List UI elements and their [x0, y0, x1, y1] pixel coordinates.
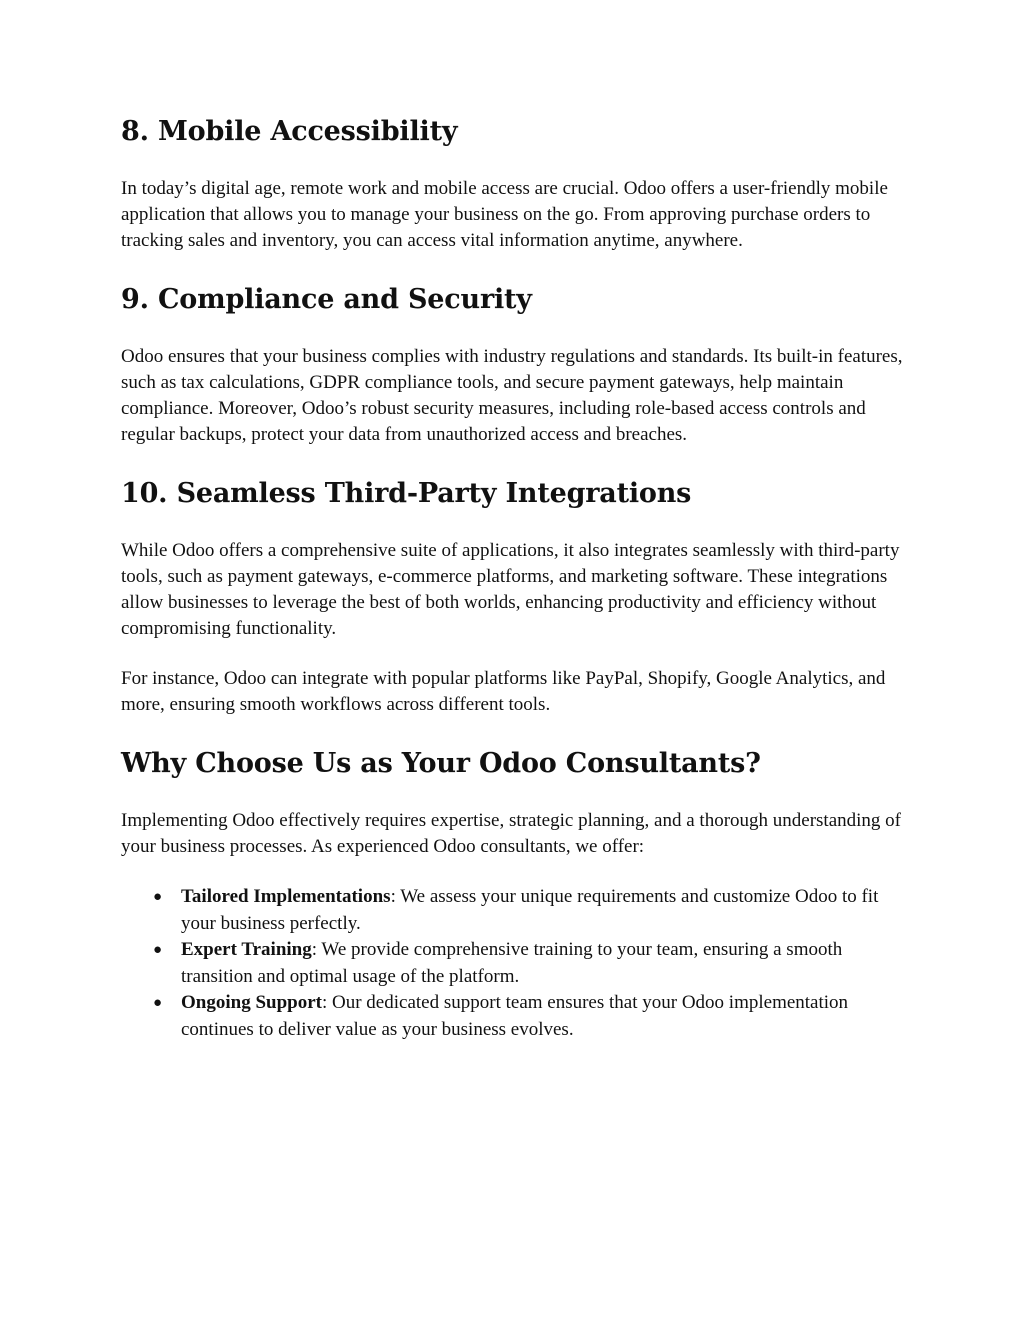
section-heading: 9. Compliance and Security	[121, 284, 532, 315]
bullet-icon: ●	[153, 889, 163, 905]
list-item	[153, 990, 911, 1043]
offer-term: Ongoing Support	[181, 992, 322, 1013]
offers-list	[121, 884, 911, 1043]
list-item	[153, 937, 911, 990]
offer-term: Expert Training	[181, 939, 312, 960]
offer-description: : Our dedicated support team ensures that your Odoo implementation continues to deliver value as your business evolves.	[181, 992, 849, 1040]
section-heading: 8. Mobile Accessibility	[121, 116, 458, 147]
section-paragraph: Implementing Odoo effectively requires expertise, strategic planning, and a thorough understanding of your business processes. As experienced Odoo consultants, we offer:	[121, 810, 902, 857]
document-page	[121, 112, 911, 1069]
section-why-choose-us	[121, 744, 911, 1043]
section-paragraph: In today’s digital age, remote work and mobile access are crucial. Odoo offers a user-friendly mobile application that allows you to manage your business on the go. From approving purchase orders to tracking sales and inventory, you can access vital information anytime, anywhere.	[121, 178, 888, 251]
offer-description: : We provide comprehensive training to your team, ensuring a smooth transition and optimal usage of the platform.	[181, 939, 843, 987]
section-paragraph: For instance, Odoo can integrate with popular platforms like PayPal, Shopify, Google Analytics, and more, ensuring smooth workflows across different tools.	[121, 668, 886, 715]
bullet-icon: ●	[153, 942, 163, 958]
section-paragraph: Odoo ensures that your business complies with industry regulations and standards. Its built-in features, such as tax calculations, GDPR compliance tools, and secure payment gateways, help maintain compliance. Moreover, Odoo’s robust security measures, including role-based access controls and regular backups, protect your data from unauthorized access and breaches.	[121, 346, 903, 445]
bullet-icon: ●	[153, 995, 163, 1011]
section-paragraph: While Odoo offers a comprehensive suite of applications, it also integrates seamlessly with third-party tools, such as payment gateways, e-commerce platforms, and marketing software. These integrations allow businesses to leverage the best of both worlds, enhancing productivity and efficiency without compromising functionality.	[121, 540, 900, 639]
section-heading: Why Choose Us as Your Odoo Consultants?	[121, 748, 761, 779]
section-third-party-integrations	[121, 474, 911, 718]
offer-term: Tailored Implementations	[181, 886, 391, 907]
list-item	[153, 884, 911, 937]
section-compliance-security	[121, 280, 911, 448]
offer-description: : We assess your unique requirements and customize Odoo to fit your business perfectly.	[181, 886, 879, 934]
section-mobile-accessibility	[121, 112, 911, 254]
section-heading: 10. Seamless Third-Party Integrations	[121, 478, 692, 509]
